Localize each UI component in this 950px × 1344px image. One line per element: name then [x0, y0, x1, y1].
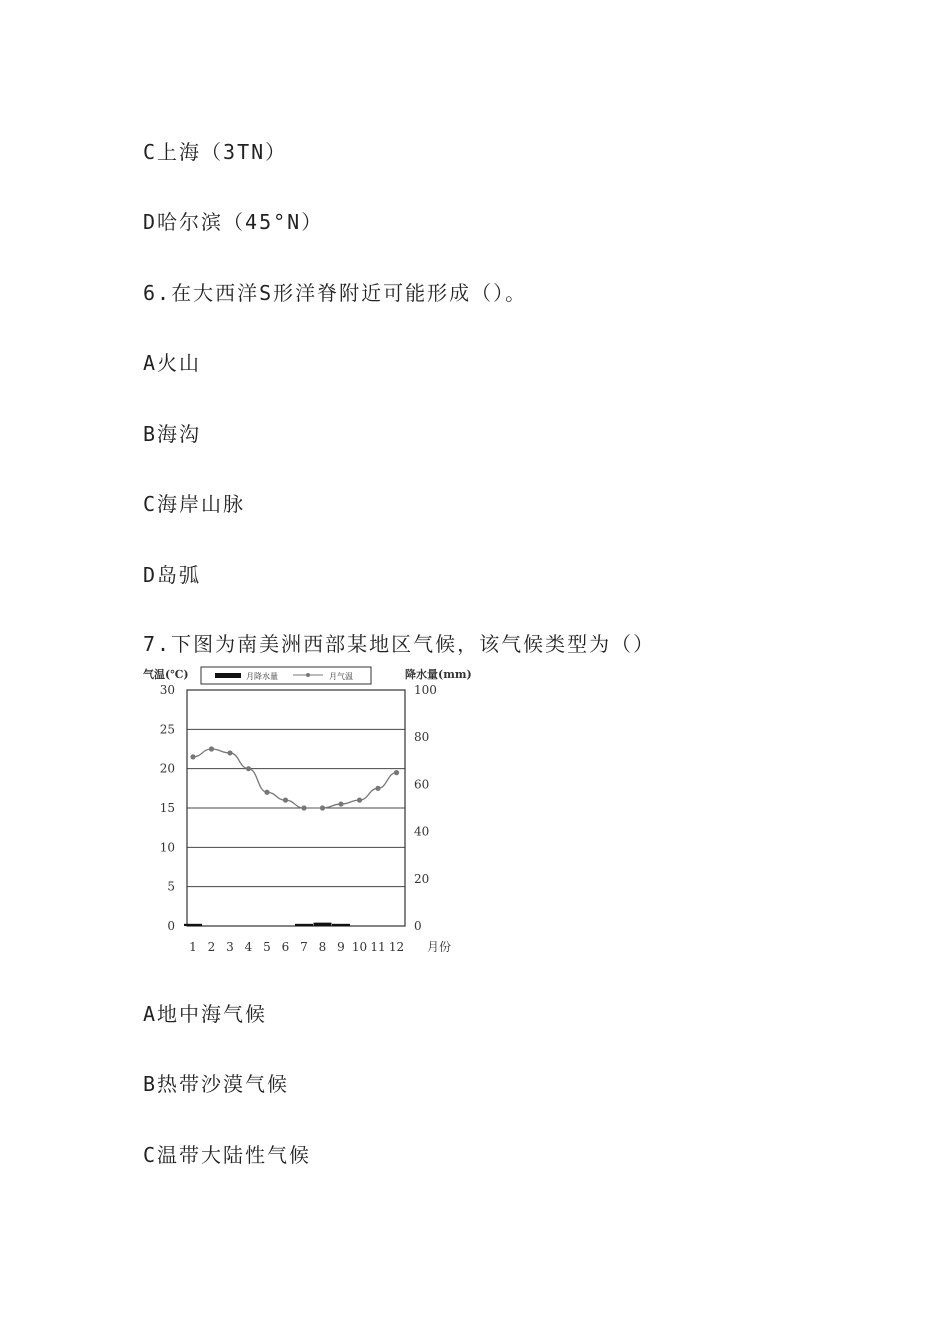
temperature-point: [338, 801, 343, 806]
precipitation-bar: [332, 924, 350, 926]
temperature-point: [227, 750, 232, 755]
x-tick-label: 1: [189, 940, 197, 954]
temperature-point: [209, 746, 214, 751]
x-tick-label: 9: [337, 940, 345, 954]
left-tick-label: 20: [159, 761, 175, 776]
x-tick-label: 7: [300, 940, 308, 954]
x-axis-ticks: [189, 940, 404, 954]
x-tick-label: 12: [388, 940, 405, 954]
left-tick-label: 25: [159, 722, 175, 737]
option-c-shanghai: C上海（3TN）: [143, 140, 288, 164]
left-tick-label: 5: [167, 879, 175, 894]
gridlines: [187, 729, 405, 886]
temperature-point: [190, 754, 195, 759]
legend-temp-marker: [306, 673, 310, 677]
x-tick-label: 11: [370, 940, 386, 954]
right-tick-label: 40: [414, 824, 430, 839]
precipitation-bar: [184, 924, 202, 926]
question-6-option-d: D岛弧: [143, 563, 202, 587]
left-tick-label: 15: [159, 801, 175, 815]
question-7-stem: 7.下图为南美洲西部某地区气候，该气候类型为（）: [143, 632, 656, 656]
temperature-point: [357, 798, 362, 803]
climate-chart: [143, 660, 473, 955]
left-tick-label: 30: [159, 683, 175, 697]
left-tick-label: 10: [159, 840, 175, 855]
x-tick-label: 2: [207, 940, 216, 954]
left-tick-label: 0: [167, 919, 175, 933]
x-tick-label: 10: [351, 940, 368, 954]
temperature-point: [394, 770, 399, 775]
question-7-option-b: B热带沙漠气候: [143, 1072, 290, 1096]
temperature-points: [190, 746, 399, 810]
legend-precip-label: 月降水量: [246, 672, 278, 681]
temperature-point: [320, 805, 325, 810]
temperature-point: [301, 805, 306, 810]
question-7-option-c: C温带大陆性气候: [143, 1143, 312, 1167]
right-axis-ticks: [414, 683, 437, 933]
temperature-line: [193, 749, 397, 808]
x-tick-label: 6: [281, 940, 290, 954]
legend: [201, 667, 371, 684]
right-tick-label: 0: [414, 919, 422, 933]
question-7-option-a: A地中海气候: [143, 1002, 268, 1026]
x-axis-unit: 月份: [427, 940, 452, 954]
right-tick-label: 60: [414, 777, 430, 792]
temperature-point: [283, 798, 288, 803]
right-tick-label: 20: [414, 871, 430, 886]
x-tick-label: 5: [263, 940, 271, 954]
temperature-point: [246, 766, 251, 771]
option-d-harbin: D哈尔滨（45°N）: [143, 210, 324, 234]
x-tick-label: 8: [318, 940, 327, 954]
right-tick-label: 80: [414, 730, 430, 745]
precipitation-bar: [295, 924, 313, 926]
x-tick-label: 4: [244, 940, 253, 954]
question-6-option-a: A火山: [143, 351, 202, 375]
left-axis-ticks: [160, 683, 175, 933]
temperature-point: [375, 786, 380, 791]
right-axis-label: 降水量(mm): [405, 668, 472, 681]
legend-precip-swatch: [215, 673, 241, 678]
question-6-option-b: B海沟: [143, 422, 202, 446]
temperature-point: [264, 790, 269, 795]
precipitation-bar: [314, 923, 332, 926]
x-tick-label: 3: [226, 940, 234, 954]
legend-temp-label: 月气温: [329, 672, 353, 681]
right-tick-label: 100: [414, 683, 437, 697]
question-6-option-c: C海岸山脉: [143, 492, 246, 516]
question-6-stem: 6.在大西洋S形洋脊附近可能形成（）。: [143, 281, 528, 305]
left-axis-label: 气温(℃): [143, 668, 189, 681]
